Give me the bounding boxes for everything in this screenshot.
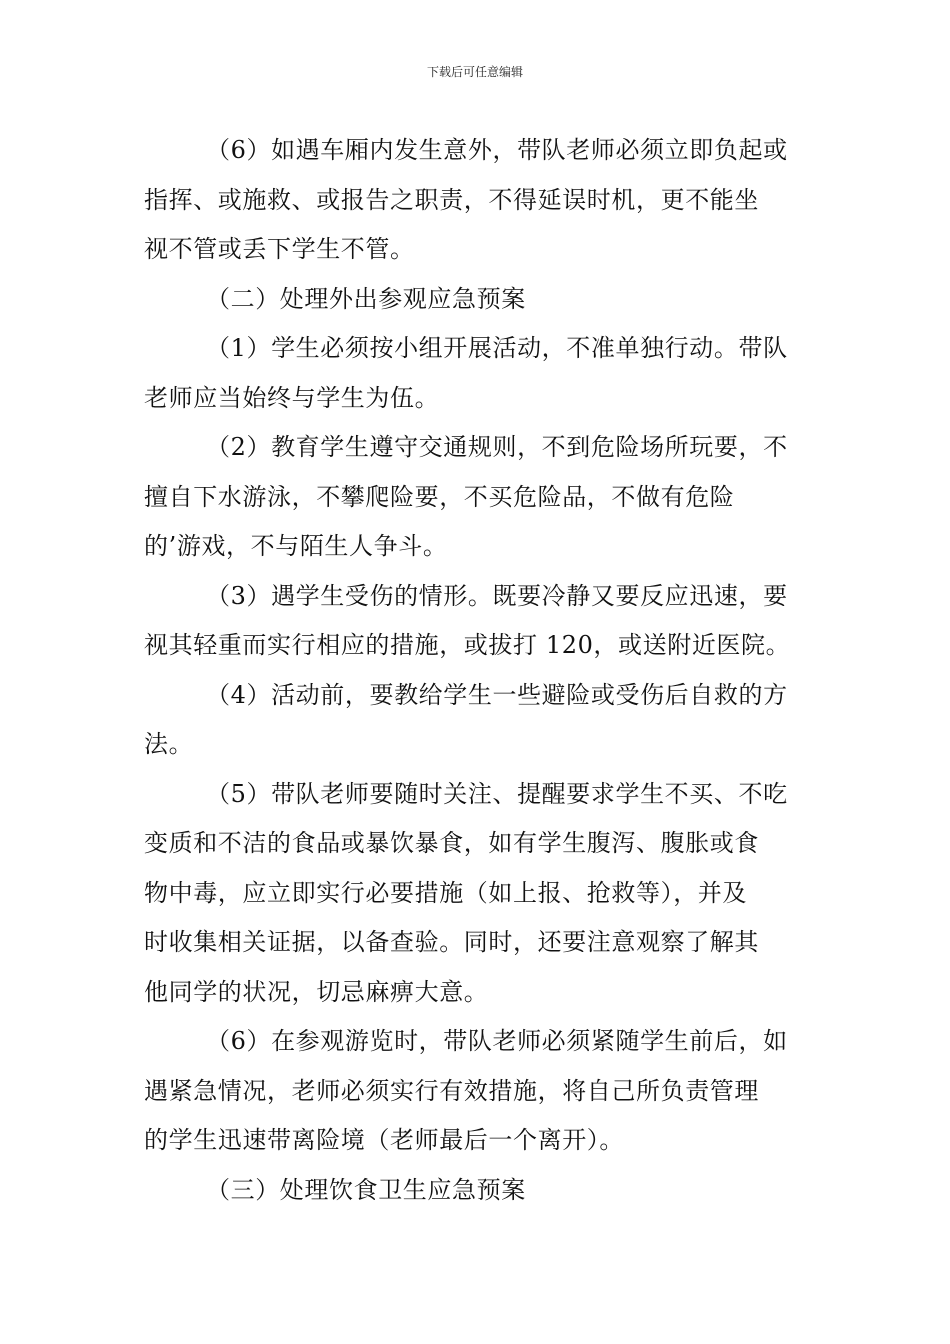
page-header: 下载后可任意编辑 [426,65,523,79]
text-line: （6）在参观游览时，带队老师必须紧随学生前后，如 [206,1027,788,1055]
text-line: （三）处理饮食卫生应急预案 [206,1175,526,1204]
paragraph-self-rescue [144,671,806,770]
text-line: 指挥、或施救、或报告之职责，不得延误时机，更不能坐 [144,185,759,214]
text-line: （6）如遇车厢内发生意外，带队老师必须立即负起或 [206,136,788,164]
text-line: 遇紧急情况，老师必须实行有效措施，将自己所负责管理 [144,1076,759,1105]
text-line: 擅自下水游泳，不攀爬险要，不买危险品，不做有危险 [144,482,735,511]
paragraph-injury [144,572,806,671]
text-line: 他同学的状况，切忌麻痹大意。 [144,977,489,1006]
section-heading-outing [144,275,806,325]
text-line: 老师应当始终与学生为伍。 [144,383,440,412]
text-line: （1）学生必须按小组开展活动，不准单独行动。带队 [206,334,788,362]
document-body [144,126,806,1215]
text-line: 法。 [144,730,194,758]
text-line: 的’游戏，不与陌生人争斗。 [144,532,448,560]
text-line: 时收集相关证据，以备查验。同时，还要注意观察了解其 [144,928,759,956]
paragraph-group-activity [144,324,806,423]
text-line: 的学生迅速带离险境（老师最后一个离开）。 [144,1126,624,1154]
paragraph-food-safety [144,770,806,1018]
paragraph-emergency-evacuation [144,1017,806,1166]
text-line: 视其轻重而实行相应的措施，或拔打 120，或送附近医院。 [144,631,791,659]
text-line: 变质和不洁的食品或暴饮暴食，如有学生腹泻、腹胀或食 [144,829,759,857]
text-line: （二）处理外出参观应急预案 [206,284,526,313]
paragraph-bus-accident [144,126,806,275]
section-heading-food-hygiene [144,1166,806,1216]
text-line: （3）遇学生受伤的情形。既要冷静又要反应迅速，要 [206,581,788,610]
text-line: 视不管或丢下学生不管。 [144,235,415,263]
text-line: （5）带队老师要随时关注、提醒要求学生不买、不吃 [206,779,788,808]
text-line: （4）活动前，要教给学生一些避险或受伤后自救的方 [206,680,788,709]
text-line: 物中毒，应立即实行必要措施（如上报、抢救等），并及 [144,878,747,907]
text-line: （2）教育学生遵守交通规则，不到危险场所玩要，不 [206,433,788,461]
paragraph-traffic-rules [144,423,806,572]
